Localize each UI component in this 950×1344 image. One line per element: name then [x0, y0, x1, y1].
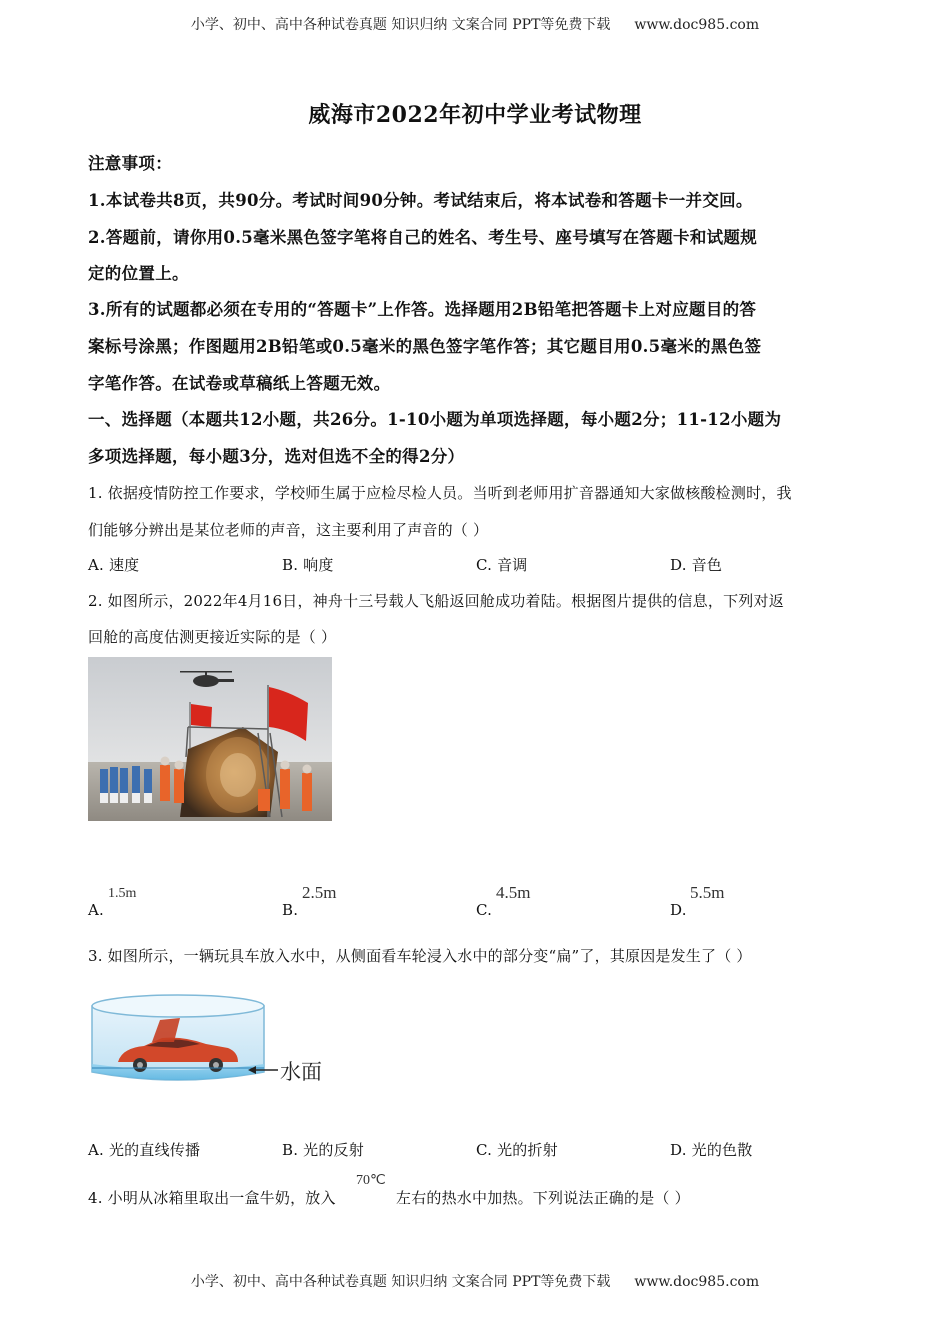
- q2-option-d-letter: D.: [670, 901, 687, 919]
- q3-option-d: D. 光的色散: [670, 1141, 753, 1159]
- notice-item-3-line-2: 案标号涂黑；作图题用2B铅笔或0.5毫米的黑色签字笔作答；其它题目用0.5毫米的黑色签: [88, 337, 762, 356]
- notice-item-2-line-2: 定的位置上。: [88, 264, 189, 283]
- footer-site-link[interactable]: www.doc985.com: [634, 1274, 760, 1290]
- q1-option-d: D. 音色: [670, 556, 723, 574]
- question-2-line-1: 2. 如图所示，2022年4月16日，神舟十三号载人飞船返回舱成功着陆。根据图片提供的信息，下列对返: [88, 592, 784, 610]
- toy-car-tank-figure: [88, 992, 268, 1086]
- page-footer: [0, 1271, 950, 1291]
- notice-heading: 注意事项：: [88, 154, 172, 173]
- footer-text: 小学、初中、高中各种试卷真题 知识归纳 文案合同 PPT等免费下载: [190, 1274, 611, 1290]
- q1-option-c: C. 音调: [476, 556, 528, 574]
- q2-option-c-letter: C.: [476, 901, 493, 919]
- page-header: [0, 14, 950, 34]
- question-4-part-1: 4. 小明从冰箱里取出一盒牛奶，放入: [88, 1189, 336, 1207]
- q2-option-c-value: 4.5m: [496, 883, 531, 902]
- capsule-landing-photo: [88, 657, 332, 821]
- notice-item-3-line-1: 3.所有的试题都必须在专用的“答题卡”上作答。选择题用2B铅笔把答题卡上对应题目的答: [88, 300, 757, 319]
- q1-option-b: B. 响度: [282, 556, 334, 574]
- q2-option-a-value: 1.5m: [108, 886, 137, 901]
- notice-item-3-line-3: 字笔作答。在试卷或草稿纸上答题无效。: [88, 374, 391, 393]
- q1-option-a: A. 速度: [88, 556, 140, 574]
- section-heading-line-1: 一、选择题（本题共12小题，共26分。1-10小题为单项选择题，每小题2分；11-12小题为: [88, 410, 782, 429]
- q2-option-d-value: 5.5m: [690, 883, 725, 902]
- q3-option-a: A. 光的直线传播: [88, 1141, 201, 1159]
- exam-title: 威海市2022年初中学业考试物理: [308, 102, 642, 128]
- question-3-line-1: 3. 如图所示，一辆玩具车放入水中，从侧面看车轮浸入水中的部分变“扁”了，其原因是发生了（ ）: [88, 947, 752, 965]
- question-4-temperature: 70℃: [356, 1173, 386, 1188]
- q3-option-c: C. 光的折射: [476, 1141, 558, 1159]
- question-1-line-2: 们能够分辨出是某位老师的声音，这主要利用了声音的（ ）: [88, 521, 489, 539]
- question-4-part-2: 左右的热水中加热。下列说法正确的是（ ）: [396, 1189, 690, 1207]
- notice-item-2-line-1: 2.答题前，请你用0.5毫米黑色签字笔将自己的姓名、考生号、座号填写在答题卡和试题规: [88, 228, 758, 247]
- q3-option-b: B. 光的反射: [282, 1141, 364, 1159]
- q2-option-a-letter: A.: [88, 901, 105, 919]
- q2-option-b-value: 2.5m: [302, 883, 337, 902]
- notice-item-1: 1.本试卷共8页，共90分。考试时间90分钟。考试结束后，将本试卷和答题卡一并交回。: [88, 191, 753, 210]
- question-1-line-1: 1. 依据疫情防控工作要求，学校师生属于应检尽检人员。当听到老师用扩音器通知大家做核酸检测时，我: [88, 484, 792, 502]
- section-heading-line-2: 多项选择题，每小题3分，选对但选不全的得2分）: [88, 447, 465, 466]
- header-text: 小学、初中、高中各种试卷真题 知识归纳 文案合同 PPT等免费下载: [190, 17, 611, 33]
- question-2-line-2: 回舱的高度估测更接近实际的是（ ）: [88, 628, 337, 646]
- header-site-link[interactable]: www.doc985.com: [634, 17, 760, 33]
- q2-option-b-letter: B.: [282, 901, 299, 919]
- water-surface-label: 水面: [280, 1061, 322, 1084]
- water-surface-arrow: [248, 1064, 278, 1076]
